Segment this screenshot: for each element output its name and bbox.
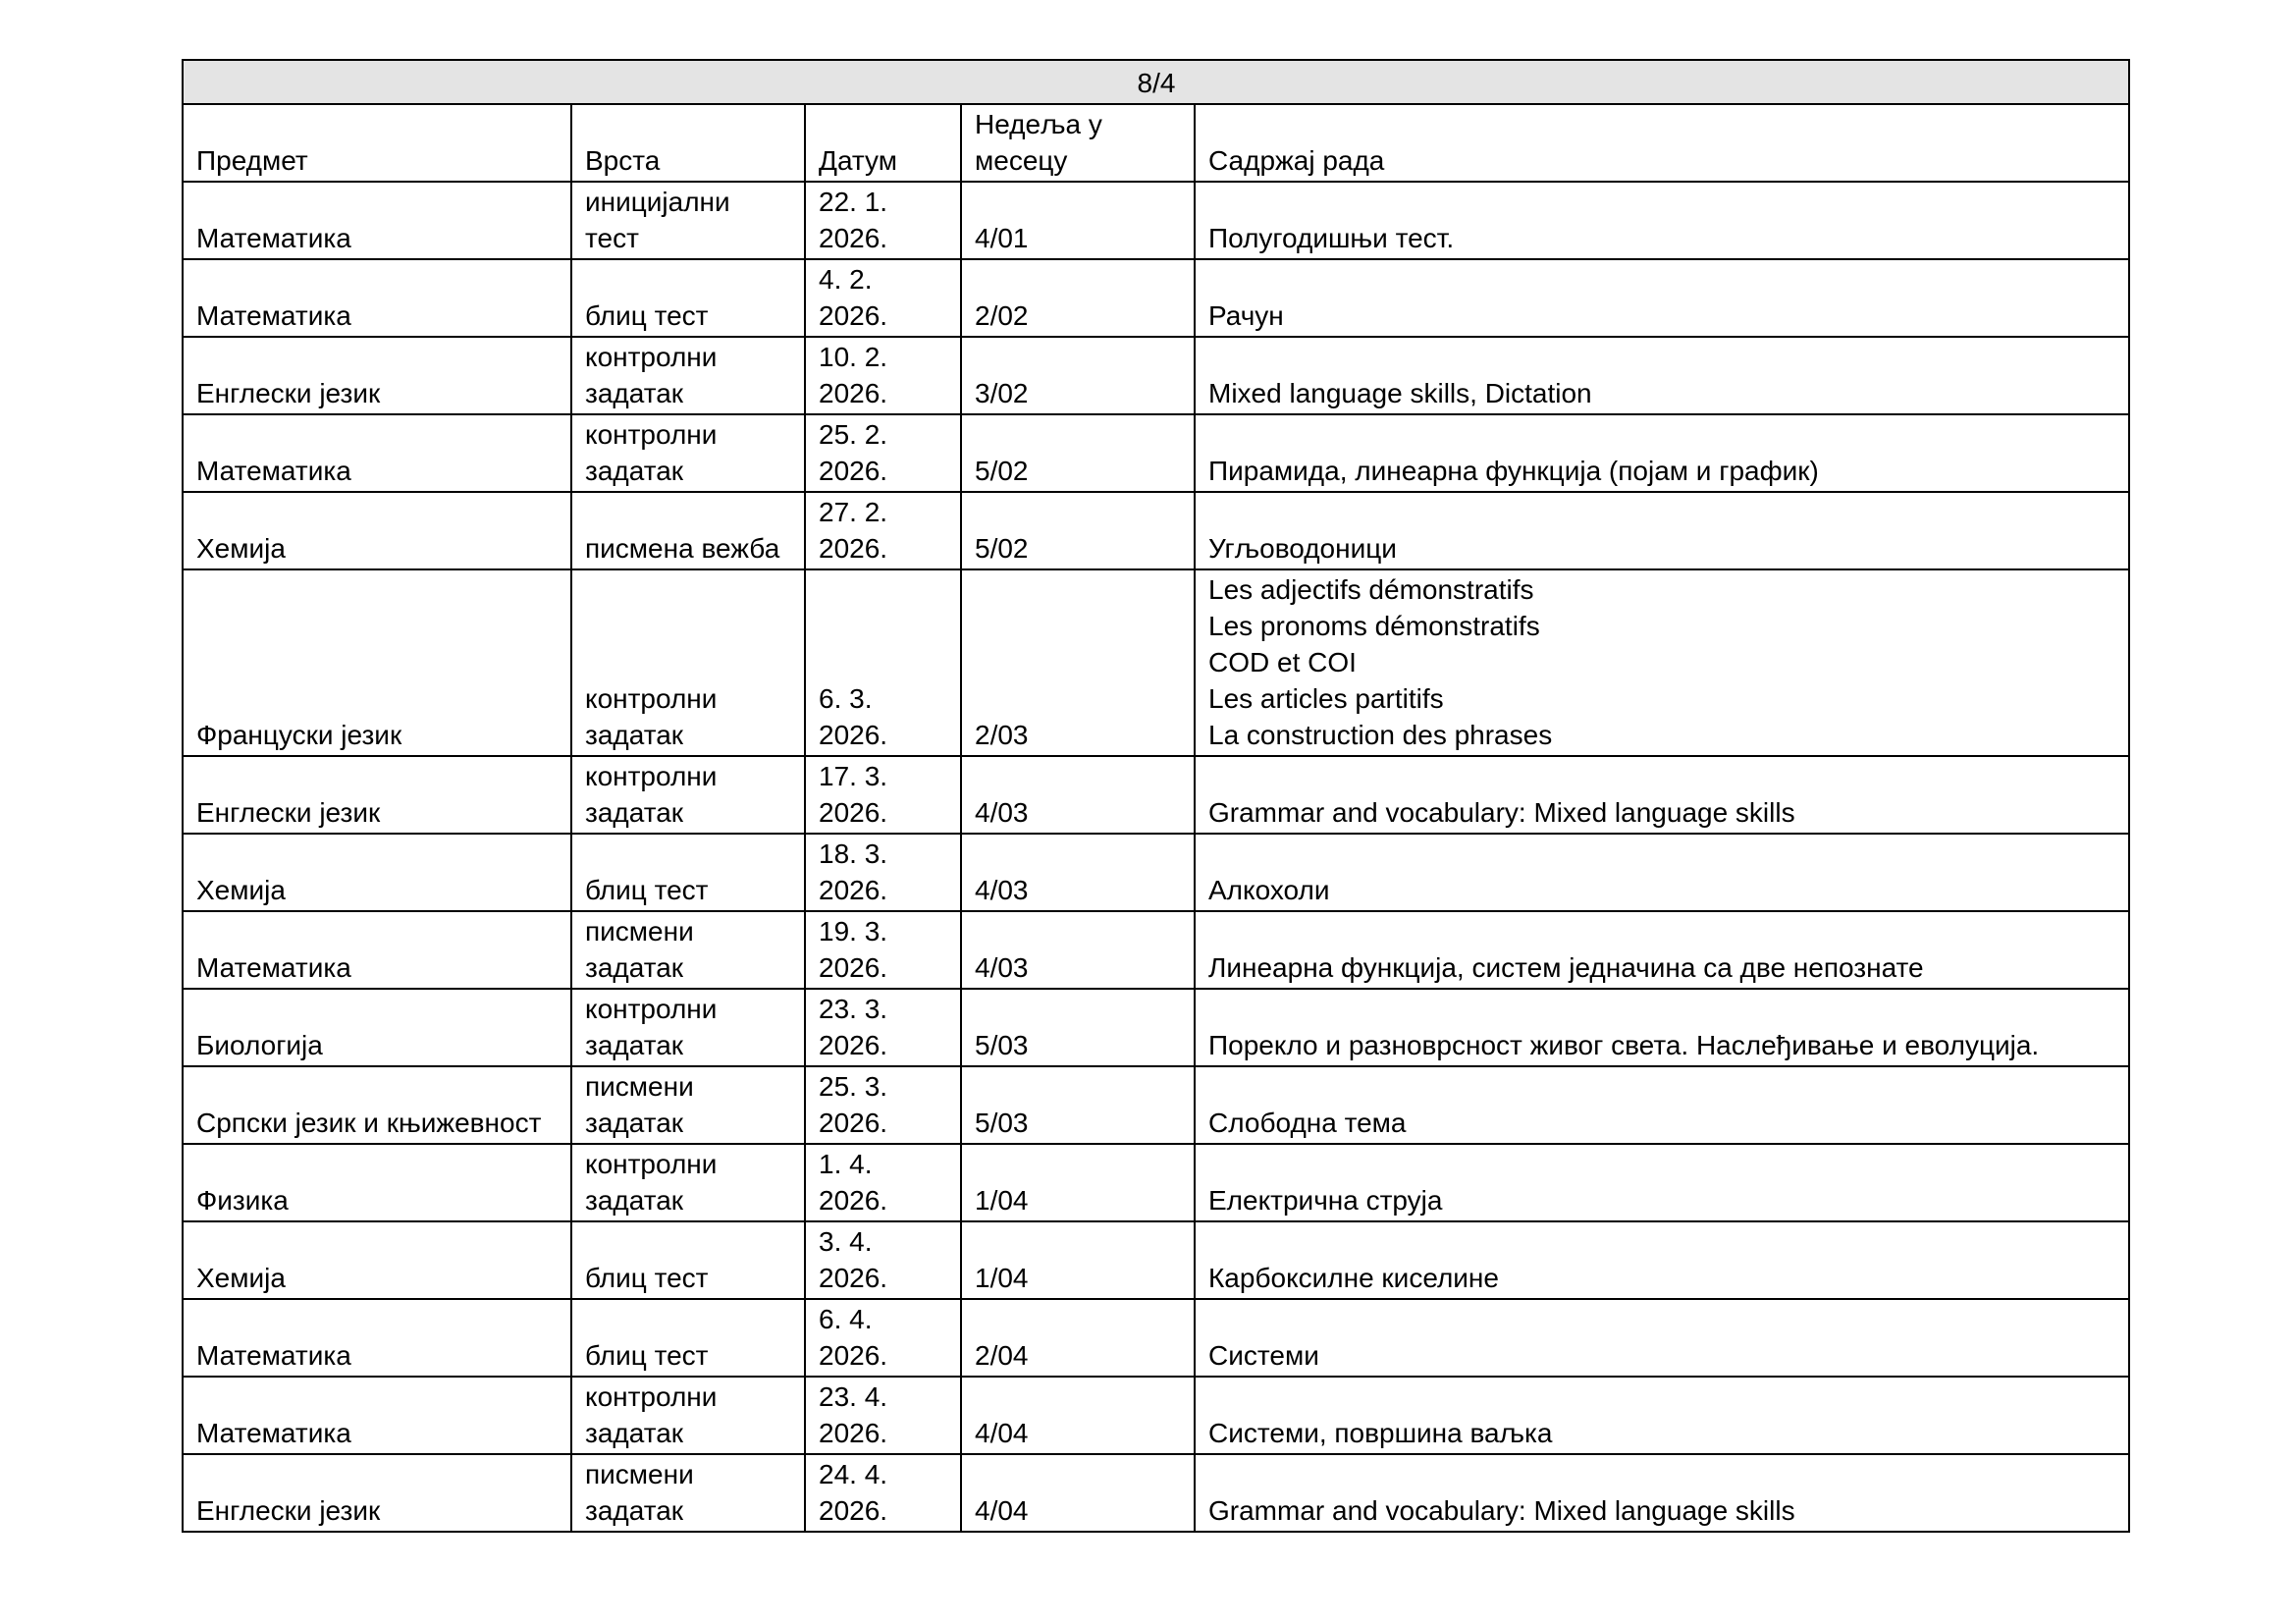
cell-content: Линеарна функција, систем једначина са две непознате (1195, 911, 2129, 989)
cell-subject: Хемија (183, 834, 571, 911)
cell-date: 27. 2. 2026. (805, 492, 961, 569)
cell-subject: Хемија (183, 1221, 571, 1299)
header-subject: Предмет (183, 104, 571, 182)
cell-date: 25. 3. 2026. (805, 1066, 961, 1144)
header-date: Датум (805, 104, 961, 182)
cell-content: Карбоксилне киселине (1195, 1221, 2129, 1299)
table-row (183, 911, 2129, 989)
cell-week: 4/03 (961, 911, 1195, 989)
cell-type: иницијални тест (571, 182, 805, 259)
cell-week: 5/03 (961, 1066, 1195, 1144)
cell-type: блиц тест (571, 834, 805, 911)
cell-content: Алкохоли (1195, 834, 2129, 911)
cell-week: 3/02 (961, 337, 1195, 414)
cell-subject: Физика (183, 1144, 571, 1221)
cell-date: 18. 3. 2026. (805, 834, 961, 911)
cell-week: 5/03 (961, 989, 1195, 1066)
cell-content: Les adjectifs démonstratifs Les pronoms démonstratifs COD et COI Les articles partitifs La construction des phrases (1195, 569, 2129, 756)
cell-type: блиц тест (571, 259, 805, 337)
cell-content: Слободна тема (1195, 1066, 2129, 1144)
cell-subject: Српски језик и књижевност (183, 1066, 571, 1144)
cell-type: контролни задатак (571, 1144, 805, 1221)
cell-week: 2/03 (961, 569, 1195, 756)
cell-week: 2/02 (961, 259, 1195, 337)
cell-content: Системи (1195, 1299, 2129, 1377)
cell-date: 23. 4. 2026. (805, 1377, 961, 1454)
cell-type: блиц тест (571, 1221, 805, 1299)
cell-content: Угљоводоници (1195, 492, 2129, 569)
cell-date: 19. 3. 2026. (805, 911, 961, 989)
cell-date: 10. 2. 2026. (805, 337, 961, 414)
table-row (183, 1221, 2129, 1299)
table-row (183, 414, 2129, 492)
table-row (183, 259, 2129, 337)
cell-content: Пирамида, линеарна функција (појам и график) (1195, 414, 2129, 492)
cell-subject: Хемија (183, 492, 571, 569)
cell-type: писмени задатак (571, 1454, 805, 1532)
cell-date: 6. 4. 2026. (805, 1299, 961, 1377)
table-row (183, 182, 2129, 259)
table-title-row (183, 60, 2129, 104)
cell-subject: Математика (183, 1377, 571, 1454)
cell-type: контролни задатак (571, 337, 805, 414)
cell-subject: Енглески језик (183, 337, 571, 414)
cell-week: 4/01 (961, 182, 1195, 259)
table-row (183, 834, 2129, 911)
header-type: Врста (571, 104, 805, 182)
cell-content: Полугодишњи тест. (1195, 182, 2129, 259)
header-week: Недеља у месецу (961, 104, 1195, 182)
cell-week: 2/04 (961, 1299, 1195, 1377)
cell-date: 17. 3. 2026. (805, 756, 961, 834)
cell-content: Mixed language skills, Dictation (1195, 337, 2129, 414)
cell-type: контролни задатак (571, 1377, 805, 1454)
table-row (183, 569, 2129, 756)
cell-type: контролни задатак (571, 756, 805, 834)
cell-date: 25. 2. 2026. (805, 414, 961, 492)
table-row (183, 492, 2129, 569)
cell-content: Електрична струја (1195, 1144, 2129, 1221)
cell-type: контролни задатак (571, 414, 805, 492)
table-row (183, 989, 2129, 1066)
cell-subject: Математика (183, 911, 571, 989)
table-row (183, 1377, 2129, 1454)
cell-date: 22. 1. 2026. (805, 182, 961, 259)
cell-type: блиц тест (571, 1299, 805, 1377)
cell-type: контролни задатак (571, 989, 805, 1066)
test-schedule-table (182, 59, 2130, 1533)
cell-type: писмена вежба (571, 492, 805, 569)
cell-week: 4/03 (961, 756, 1195, 834)
cell-subject: Математика (183, 259, 571, 337)
table-row (183, 337, 2129, 414)
cell-week: 4/04 (961, 1377, 1195, 1454)
cell-date: 6. 3. 2026. (805, 569, 961, 756)
header-content: Садржај рада (1195, 104, 2129, 182)
cell-type: писмени задатак (571, 911, 805, 989)
cell-date: 3. 4. 2026. (805, 1221, 961, 1299)
table-row (183, 1066, 2129, 1144)
cell-subject: Енглески језик (183, 1454, 571, 1532)
cell-week: 1/04 (961, 1144, 1195, 1221)
table-row (183, 1144, 2129, 1221)
cell-content: Системи, површина ваљка (1195, 1377, 2129, 1454)
cell-content: Рачун (1195, 259, 2129, 337)
cell-subject: Математика (183, 414, 571, 492)
cell-subject: Француски језик (183, 569, 571, 756)
cell-date: 1. 4. 2026. (805, 1144, 961, 1221)
cell-content: Grammar and vocabulary: Mixed language skills (1195, 1454, 2129, 1532)
cell-week: 1/04 (961, 1221, 1195, 1299)
cell-subject: Биологија (183, 989, 571, 1066)
document-page (182, 59, 2128, 1533)
cell-subject: Математика (183, 1299, 571, 1377)
cell-subject: Енглески језик (183, 756, 571, 834)
table-row (183, 1299, 2129, 1377)
cell-week: 5/02 (961, 414, 1195, 492)
cell-type: контролни задатак (571, 569, 805, 756)
cell-content: Порекло и разноврсност живог света. Наслеђивање и еволуција. (1195, 989, 2129, 1066)
table-row (183, 756, 2129, 834)
table-row (183, 1454, 2129, 1532)
cell-date: 23. 3. 2026. (805, 989, 961, 1066)
cell-week: 4/03 (961, 834, 1195, 911)
cell-date: 4. 2. 2026. (805, 259, 961, 337)
cell-type: писмени задатак (571, 1066, 805, 1144)
table-header-row (183, 104, 2129, 182)
cell-subject: Математика (183, 182, 571, 259)
cell-week: 4/04 (961, 1454, 1195, 1532)
table-title: 8/4 (183, 60, 2129, 104)
cell-content: Grammar and vocabulary: Mixed language skills (1195, 756, 2129, 834)
cell-week: 5/02 (961, 492, 1195, 569)
cell-date: 24. 4. 2026. (805, 1454, 961, 1532)
